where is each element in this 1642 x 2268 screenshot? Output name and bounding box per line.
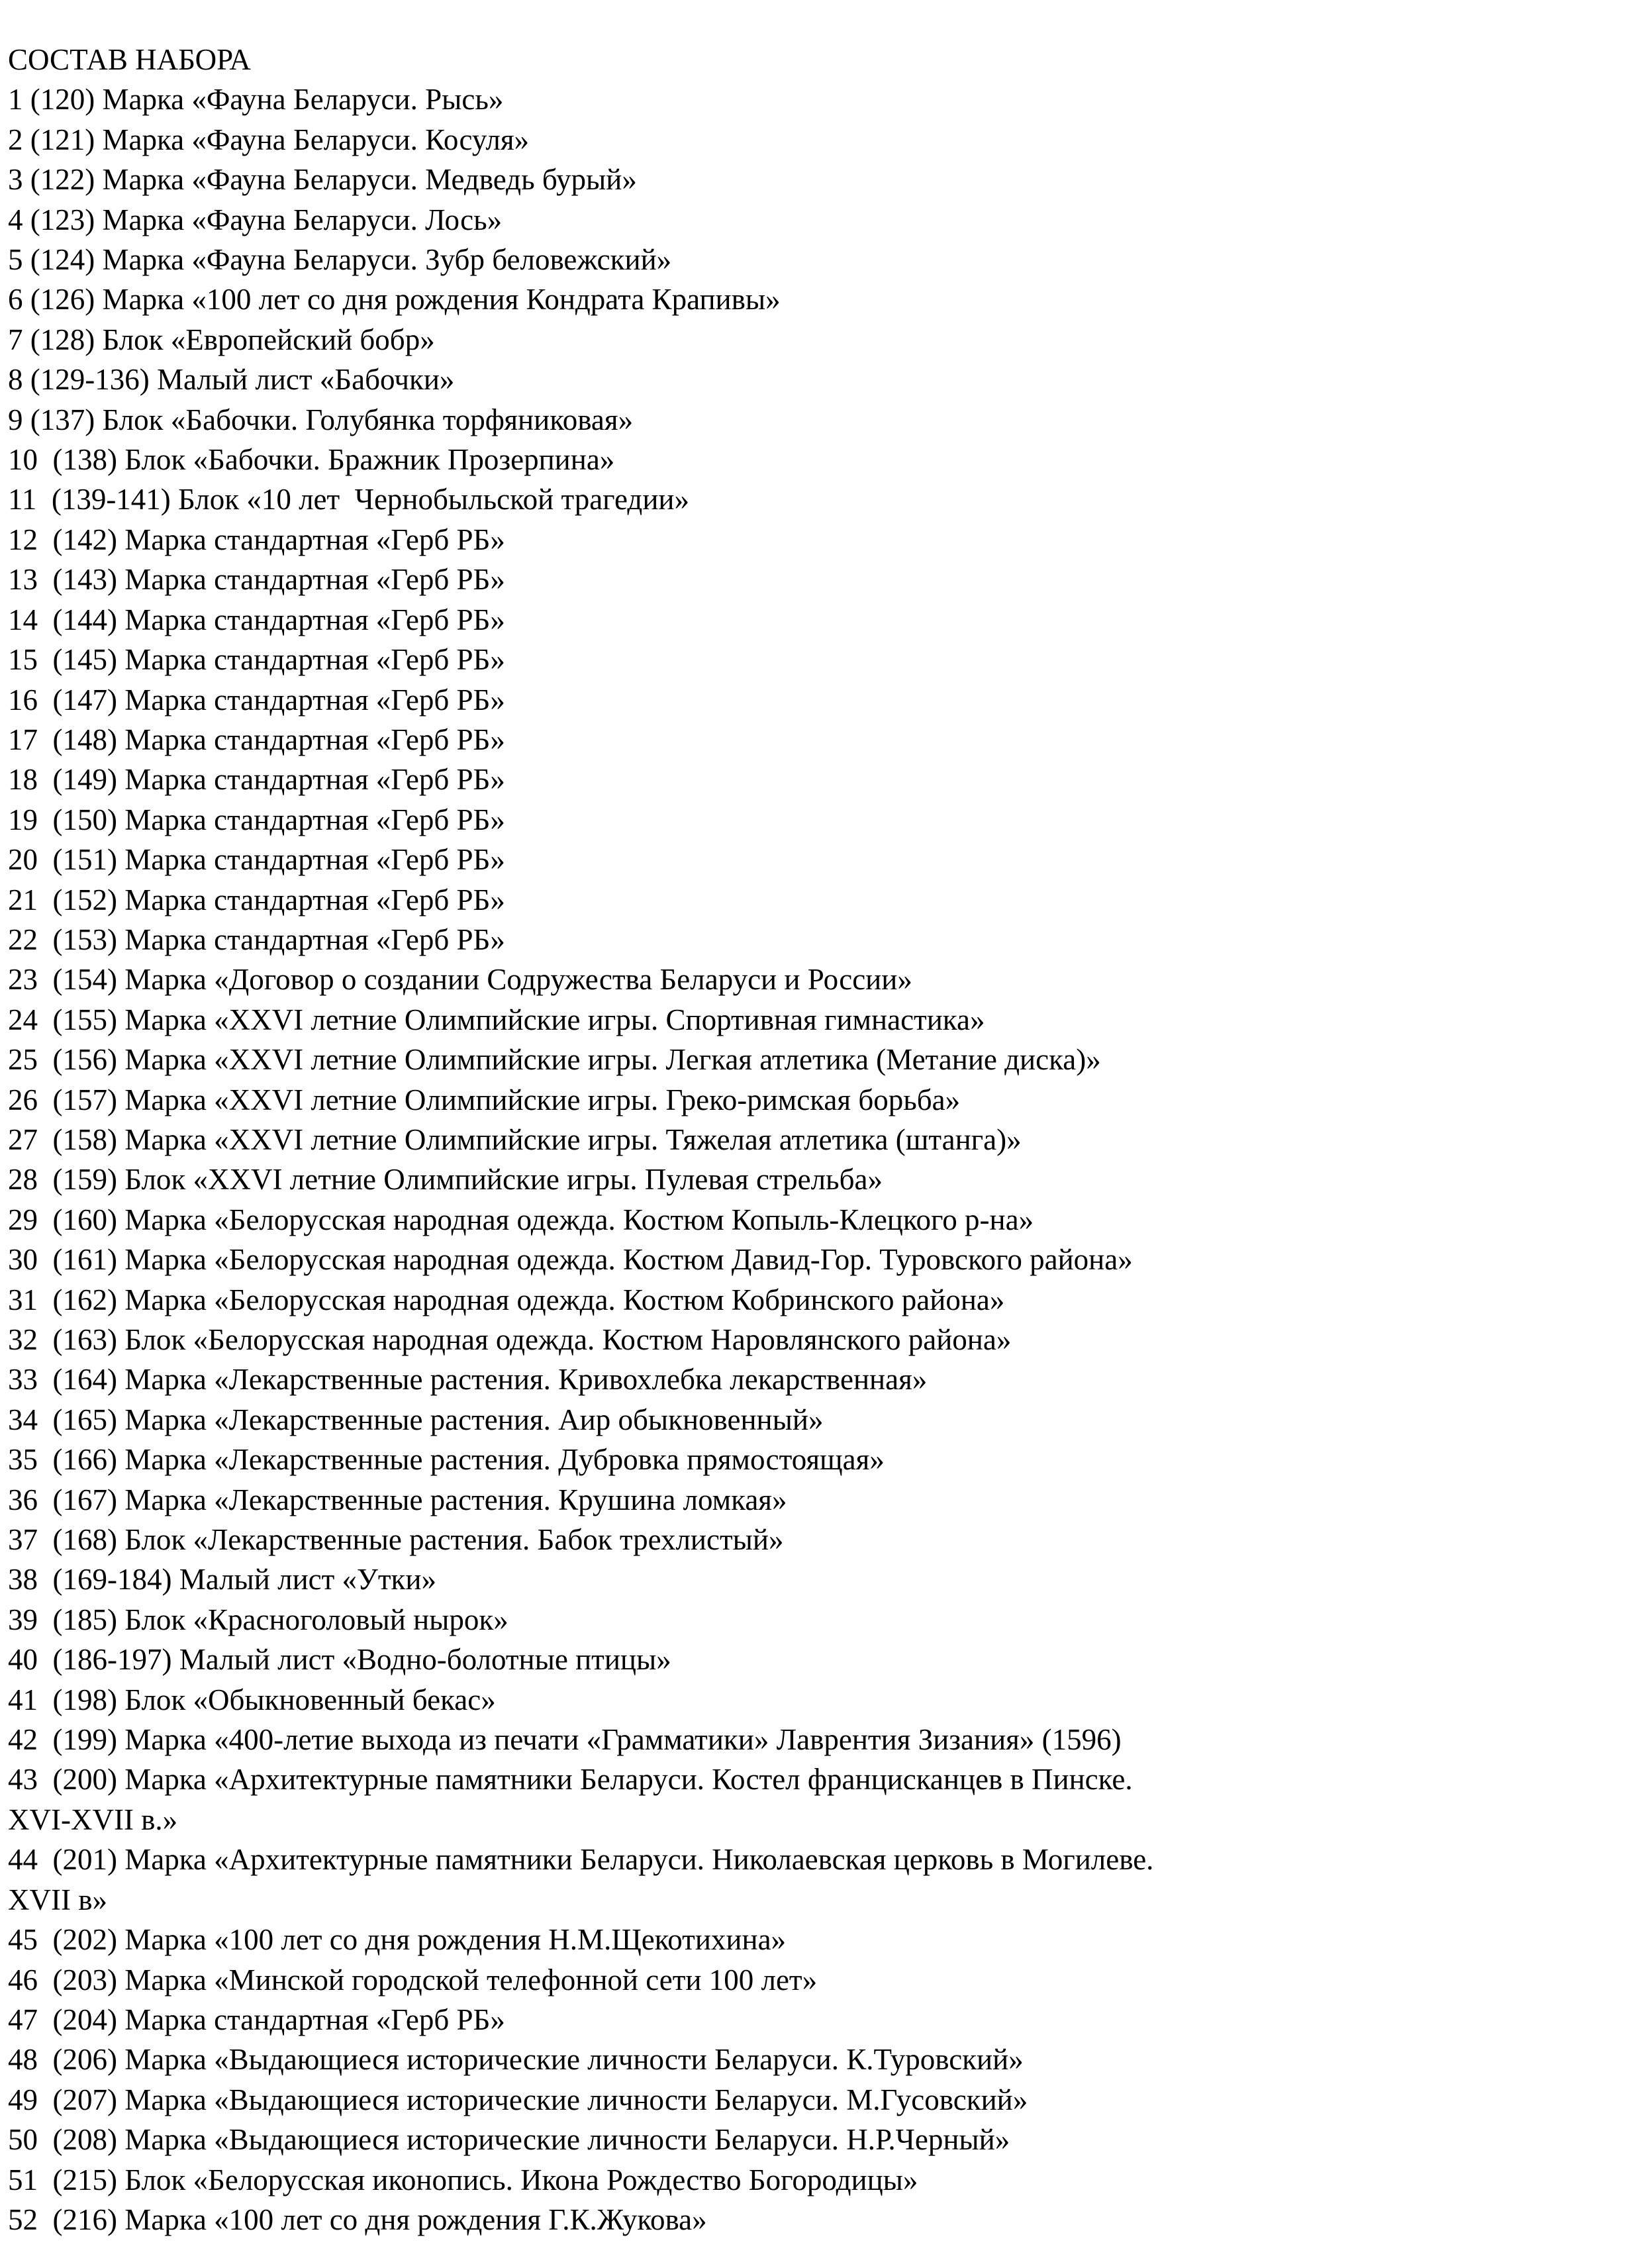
list-item: 26 (157) Марка «XXVI летние Олимпийские игры. Греко-римская борьба»	[8, 1083, 961, 1116]
list-item: 30 (161) Марка «Белорусская народная одежда. Костюм Давид-Гор. Туровского района»	[8, 1243, 1133, 1277]
list-item: XVII в»	[8, 1883, 107, 1916]
list-item: 47 (204) Марка стандартная «Герб РБ»	[8, 2002, 505, 2036]
document-title: СОСТАВ НАБОРА	[8, 43, 251, 76]
list-item: 2 (121) Марка «Фауна Беларуси. Косуля»	[8, 123, 530, 156]
list-item: 23 (154) Марка «Договор о создании Содружества Беларуси и России»	[8, 963, 912, 997]
list-item: 7 (128) Блок «Европейский бобр»	[8, 322, 435, 356]
list-item: XVI-XVII в.»	[8, 1802, 178, 1836]
list-item: 17 (148) Марка стандартная «Герб РБ»	[8, 722, 505, 756]
list-item: 9 (137) Блок «Бабочки. Голубянка торфяниковая»	[8, 403, 634, 436]
list-item: 43 (200) Марка «Архитектурные памятники Беларуси. Костел францисканцев в Пинске.	[8, 1763, 1133, 1797]
list-item: 42 (199) Марка «400-летие выхода из печати «Грамматики» Лаврентия Зизания» (1596)	[8, 1723, 1122, 1757]
list-item: 41 (198) Блок «Обыкновенный бекас»	[8, 1683, 496, 1716]
list-item: 4 (123) Марка «Фауна Беларуси. Лось»	[8, 203, 503, 236]
list-item: 37 (168) Блок «Лекарственные растения. Бабок трехлистый»	[8, 1523, 784, 1557]
list-item: 36 (167) Марка «Лекарственные растения. Крушина ломкая»	[8, 1483, 787, 1516]
list-item: 48 (206) Марка «Выдающиеся исторические личности Беларуси. К.Туровский»	[8, 2043, 1024, 2077]
list-item: 49 (207) Марка «Выдающиеся исторические личности Беларуси. М.Гусовский»	[8, 2083, 1028, 2116]
list-item: 50 (208) Марка «Выдающиеся исторические личности Беларуси. Н.Р.Черный»	[8, 2123, 1010, 2157]
list-item: 8 (129-136) Малый лист «Бабочки»	[8, 363, 455, 397]
list-item: 52 (216) Марка «100 лет со дня рождения Г.К.Жукова»	[8, 2202, 707, 2236]
list-item: 29 (160) Марка «Белорусская народная одежда. Костюм Копыль-Клецкого р-на»	[8, 1203, 1034, 1236]
list-item: 51 (215) Блок «Белорусская иконопись. Икона Рождество Богородицы»	[8, 2163, 918, 2196]
list-item: 13 (143) Марка стандартная «Герб РБ»	[8, 563, 505, 597]
list-item: 28 (159) Блок «XXVI летние Олимпийские игры. Пулевая стрельба»	[8, 1163, 883, 1197]
list-item: 3 (122) Марка «Фауна Беларуси. Медведь бурый»	[8, 163, 637, 197]
list-item: 45 (202) Марка «100 лет со дня рождения Н.М.Щекотихина»	[8, 1923, 787, 1957]
list-item: 12 (142) Марка стандартная «Герб РБ»	[8, 522, 505, 556]
list-item: 44 (201) Марка «Архитектурные памятники Беларуси. Николаевская церковь в Могилеве.	[8, 1843, 1154, 1877]
list-item: 11 (139-141) Блок «10 лет Чернобыльской трагедии»	[8, 483, 689, 517]
list-item: 20 (151) Марка стандартная «Герб РБ»	[8, 843, 505, 877]
list-item: 15 (145) Марка стандартная «Герб РБ»	[8, 643, 505, 677]
list-item: 10 (138) Блок «Бабочки. Бражник Прозерпина»	[8, 443, 615, 477]
list-item: 16 (147) Марка стандартная «Герб РБ»	[8, 683, 505, 716]
list-item: 35 (166) Марка «Лекарственные растения. Дубровка прямостоящая»	[8, 1443, 885, 1477]
document	[8, 40, 1623, 2240]
list-item: 32 (163) Блок «Белорусская народная одежда. Костюм Наровлянского района»	[8, 1323, 1012, 1356]
list-item: 14 (144) Марка стандартная «Герб РБ»	[8, 603, 505, 636]
list-item: 1 (120) Марка «Фауна Беларуси. Рысь»	[8, 83, 504, 117]
list-item: 6 (126) Марка «100 лет со дня рождения Кондрата Крапивы»	[8, 283, 781, 317]
list-item: 39 (185) Блок «Красноголовый нырок»	[8, 1602, 508, 1636]
list-item: 18 (149) Марка стандартная «Герб РБ»	[8, 763, 505, 797]
list-item: 21 (152) Марка стандартная «Герб РБ»	[8, 883, 505, 916]
list-item: 31 (162) Марка «Белорусская народная одежда. Костюм Кобринского района»	[8, 1283, 1005, 1316]
list-item: 27 (158) Марка «XXVI летние Олимпийские игры. Тяжелая атлетика (штанга)»	[8, 1122, 1022, 1156]
list-item: 22 (153) Марка стандартная «Герб РБ»	[8, 922, 505, 956]
list-item: 19 (150) Марка стандартная «Герб РБ»	[8, 803, 505, 836]
list-item: 25 (156) Марка «XXVI летние Олимпийские игры. Легкая атлетика (Метание диска)»	[8, 1043, 1101, 1077]
list-item: 5 (124) Марка «Фауна Беларуси. Зубр беловежский»	[8, 243, 672, 277]
list-item: 24 (155) Марка «XXVI летние Олимпийские игры. Спортивная гимнастика»	[8, 1003, 985, 1036]
list-item: 46 (203) Марка «Минской городской телефонной сети 100 лет»	[8, 1963, 818, 1997]
list-item: 34 (165) Марка «Лекарственные растения. Аир обыкновенный»	[8, 1403, 824, 1436]
list-item: 33 (164) Марка «Лекарственные растения. Кривохлебка лекарственная»	[8, 1363, 928, 1397]
list-item: 38 (169-184) Малый лист «Утки»	[8, 1563, 437, 1597]
list-item: 40 (186-197) Малый лист «Водно-болотные птицы»	[8, 1643, 671, 1677]
item-list	[8, 79, 1623, 2240]
